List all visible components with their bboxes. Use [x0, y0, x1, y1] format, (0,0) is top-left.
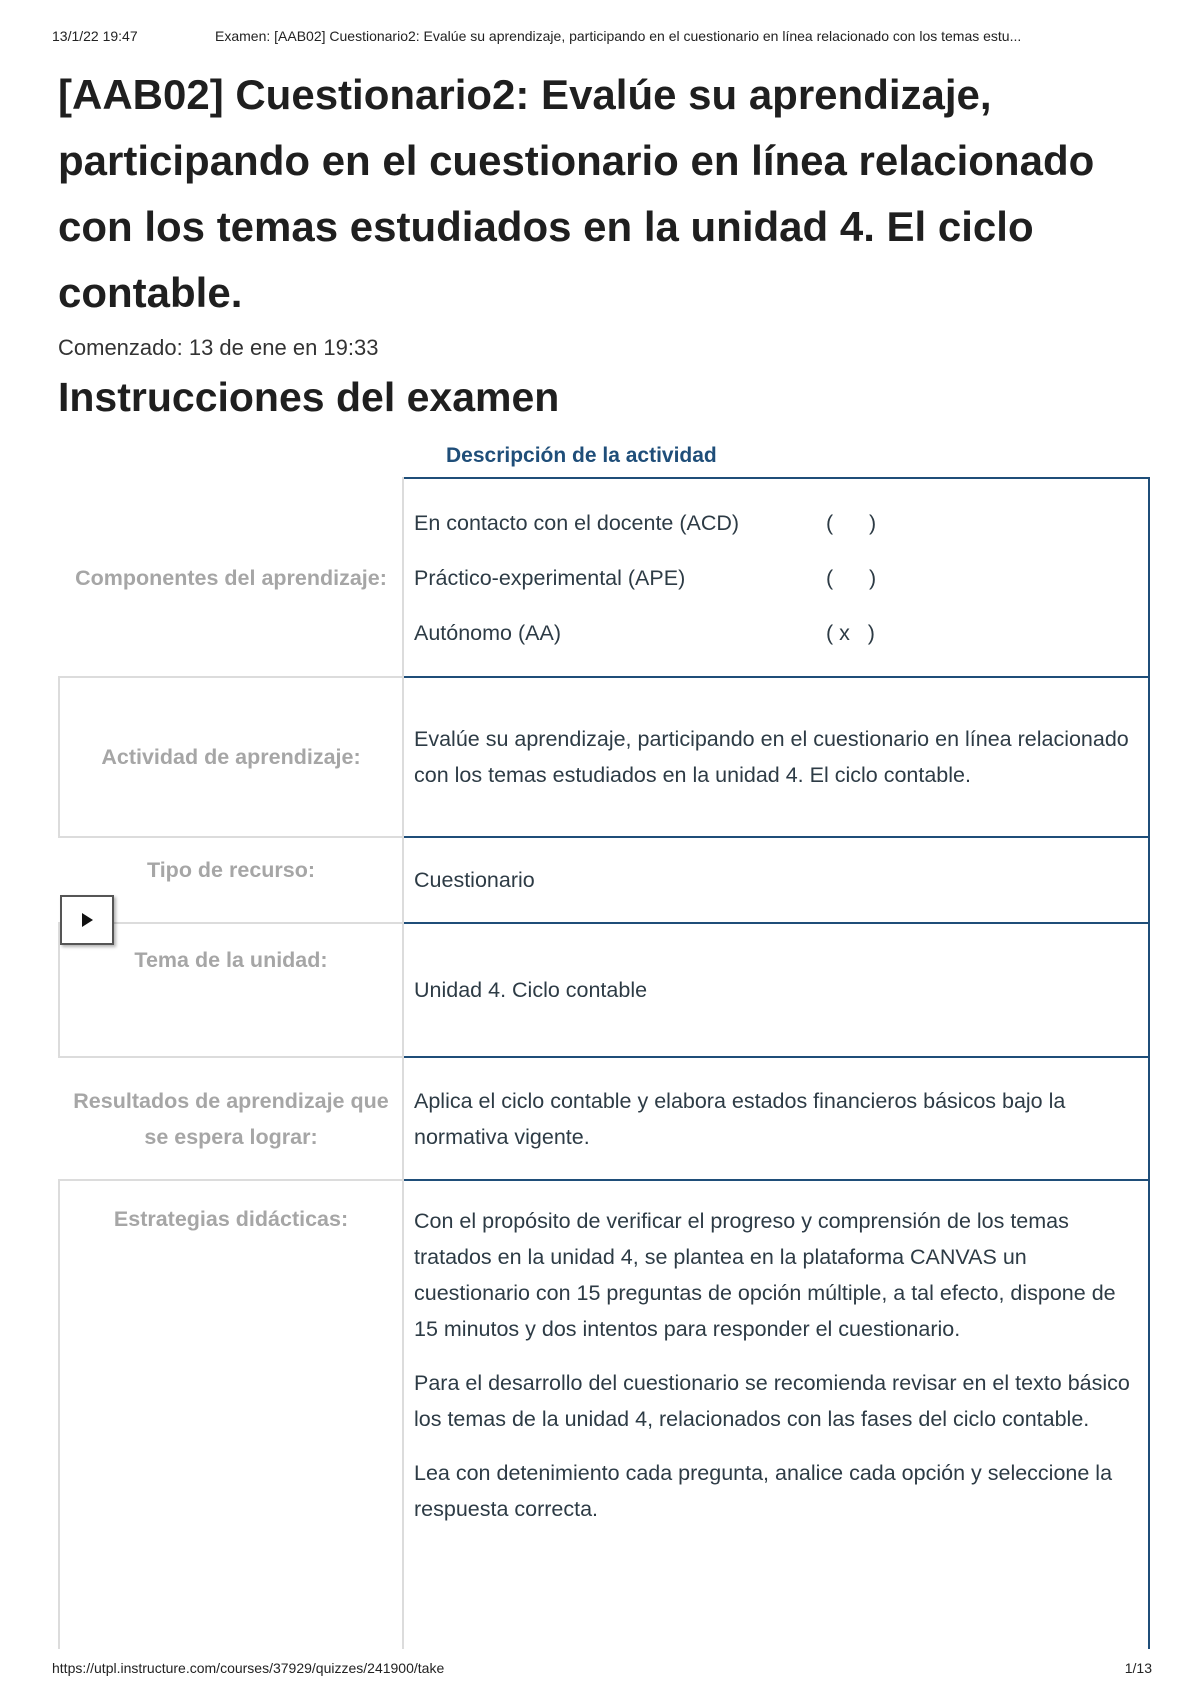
component-name: Autónomo (AA): [414, 620, 561, 645]
activity-table-caption: Descripción de la actividad: [446, 444, 717, 467]
quiz-title: [AAB02] Cuestionario2: Evalúe su aprendizaje, participando en el cuestionario en línea relacionado con los temas estudiados en la unidad 4. El ciclo contable.: [58, 71, 1095, 316]
strategies-value: [403, 1180, 1149, 1650]
strategies-label: Estrategias didácticas:: [59, 1180, 403, 1650]
table-row: [59, 837, 1149, 923]
strategies-paragraph: Con el propósito de verificar el progreso y comprensión de los temas tratados en la unidad 4, se plantea en la plataforma CANVAS un cuestionario con 15 preguntas de opción múltiple, a tal efecto, dispone de 15 minutos y dos intentos para responder el cuestionario.: [414, 1209, 1116, 1341]
quiz-content: [58, 62, 1150, 424]
component-item: [414, 550, 1138, 605]
resource-value: Cuestionario: [403, 837, 1149, 923]
strategies-paragraph: Lea con detenimiento cada pregunta, analice cada opción y seleccione la respuesta correcta.: [414, 1461, 1113, 1521]
play-button[interactable]: [60, 895, 114, 945]
components-value: [403, 478, 1149, 677]
activity-label: Actividad de aprendizaje:: [59, 677, 403, 837]
topic-label: Tema de la unidad:: [59, 923, 403, 1057]
instructions-heading: Instrucciones del examen: [58, 374, 560, 420]
table-row: [59, 1057, 1149, 1180]
component-name: Práctico-experimental (APE): [414, 565, 686, 590]
print-timestamp: 13/1/22 19:47: [52, 28, 138, 44]
table-row: [59, 923, 1149, 1057]
component-name: En contacto con el docente (ACD): [414, 510, 740, 535]
play-icon: [82, 913, 93, 927]
quiz-started-time: Comenzado: 13 de ene en 19:33: [58, 335, 379, 360]
results-label: Resultados de aprendizaje que se espera lograr:: [59, 1057, 403, 1180]
component-item: [414, 605, 1138, 660]
print-document-title: Examen: [AAB02] Cuestionario2: Evalúe su aprendizaje, participando en el cuestionario en línea relacionado con los temas estu...: [215, 28, 1022, 44]
activity-description-table: [58, 477, 1150, 1651]
component-mark: ( x ): [826, 620, 875, 645]
print-header: [52, 28, 1152, 48]
page-number: 1/13: [1124, 1660, 1152, 1676]
page-url: https://utpl.instructure.com/courses/37929/quizzes/241900/take: [52, 1660, 445, 1676]
strategies-paragraph: Para el desarrollo del cuestionario se recomienda revisar en el texto básico los temas de la unidad 4, relacionados con las fases del ciclo contable.: [414, 1371, 1130, 1431]
component-mark: ( ): [826, 510, 877, 535]
topic-value: Unidad 4. Ciclo contable: [403, 923, 1149, 1057]
table-row: [59, 1180, 1149, 1650]
component-item: [414, 495, 1138, 550]
results-value: Aplica el ciclo contable y elabora estados financieros básicos bajo la normativa vigente.: [403, 1057, 1149, 1180]
table-row: [59, 478, 1149, 677]
components-label: Componentes del aprendizaje:: [59, 478, 403, 677]
table-row: [59, 677, 1149, 837]
resource-label: Tipo de recurso:: [59, 837, 403, 923]
activity-value: Evalúe su aprendizaje, participando en el cuestionario en línea relacionado con los temas estudiados en la unidad 4. El ciclo contable.: [403, 677, 1149, 837]
component-mark: ( ): [826, 565, 877, 590]
